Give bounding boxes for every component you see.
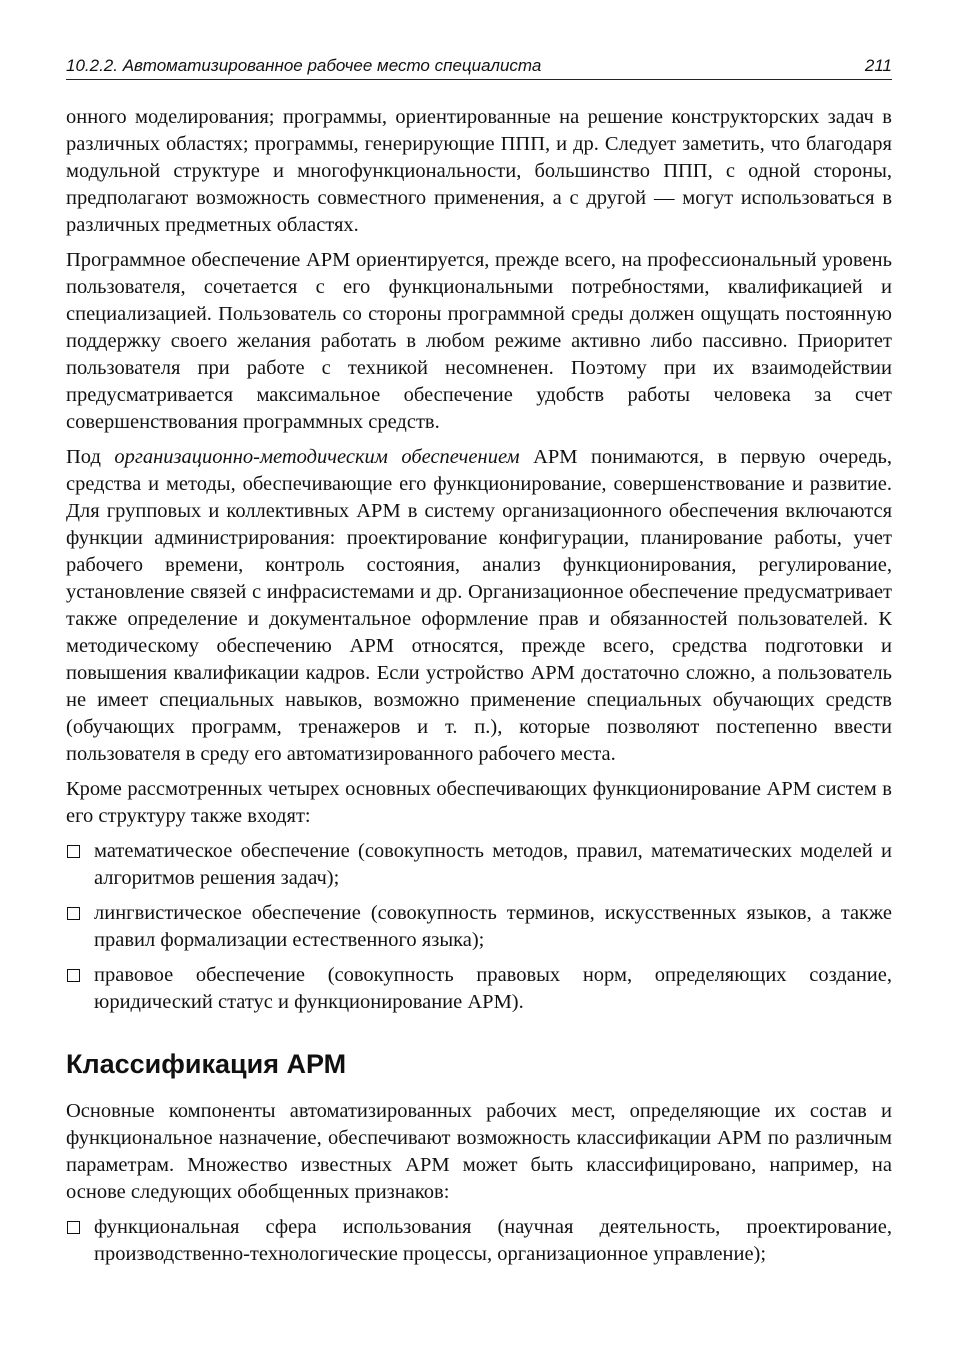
support-systems-list [66,838,892,1016]
list-item [66,900,892,954]
list-item-text: правовое обеспечение (совокупность правовых норм, определяющих создание, юридический статус и функционирование АРМ). [94,964,892,1013]
list-item-text: функциональная сфера использования (научная деятельность, проектирование, производственно-технологические процессы, организационное управление); [94,1216,892,1265]
running-header [66,56,892,80]
list-item [66,962,892,1016]
body-text [66,104,892,1268]
list-item [66,838,892,892]
page-number: 211 [864,56,892,75]
paragraph-3 [66,444,892,768]
paragraph-4: Кроме рассмотренных четырех основных обеспечивающих функционирование АРМ систем в его структуру также входят: [66,778,892,827]
list-item [66,1214,892,1268]
section-heading: Классификация АРМ [66,1049,347,1079]
emphasized-term: организационно-методическим обеспечением [114,446,520,468]
checkbox-bullet-icon [67,845,80,858]
paragraph-3-start: Под [66,446,115,468]
checkbox-bullet-icon [67,1221,80,1234]
paragraph-3-rest: АРМ понимаются, в первую очередь, средства и методы, обеспечивающие его функционирование, совершенствование и развитие. Для групповых и коллективных АРМ в систему организационного обеспечения включаются функции администрирования: проектирование конфигурации, планирование работы, учет рабочего времени, контроль состояния, анализ функционирования, регулирование, установление связей с инфрасистемами и др. Организационное обеспечение предусматривает также определение и документальное оформление прав и обязанностей пользователей. К методическому обеспечению АРМ относятся, прежде всего, средства подготовки и повышения квалификации кадров. Если устройство АРМ достаточно сложно, а пользователь не имеет специальных навыков, возможно применение специальных обучающих средств (обучающих программ, тренажеров и т. п.), которые позволяют постепенно ввести пользователя в среду его автоматизированного рабочего места. [66,446,892,765]
list-item-text: математическое обеспечение (совокупность методов, правил, математических моделей и алгоритмов решения задач); [94,840,892,889]
paragraph-2: Программное обеспечение АРМ ориентируется, прежде всего, на профессиональный уровень пользователя, сочетается с его функциональными потребностями, квалификацией и специализацией. Пользователь со стороны программной среды должен ощущать постоянную поддержку своего желания работать в любом режиме активно либо пассивно. Приоритет пользователя при работе с техникой несомненен. Поэтому при их взаимодействии предусматривается максимальное обеспечение удобств работы человека за счет совершенствования программных средств. [66,249,892,433]
paragraph-5: Основные компоненты автоматизированных рабочих мест, определяющие их состав и функциональное назначение, обеспечивают возможность классификации АРМ по различным параметрам. Множество известных АРМ может быть классифицировано, например, на основе следующих обобщенных признаков: [66,1100,892,1203]
checkbox-bullet-icon [67,969,80,982]
checkbox-bullet-icon [67,907,80,920]
book-page [66,56,892,1276]
list-item-text: лингвистическое обеспечение (совокупность терминов, искусственных языков, а также правил формализации естественного языка); [94,902,892,951]
running-title: 10.2.2. Автоматизированное рабочее место специалиста [66,56,542,75]
paragraph-1: онного моделирования; программы, ориентированные на решение конструкторских задач в различных областях; программы, генерирующие ППП, и др. Следует заметить, что благодаря модульной структуре и многофункциональности, большинство ППП, с одной стороны, предполагают возможность совместного применения, а с другой — могут использоваться в различных предметных областях. [66,106,892,236]
classification-list [66,1214,892,1268]
